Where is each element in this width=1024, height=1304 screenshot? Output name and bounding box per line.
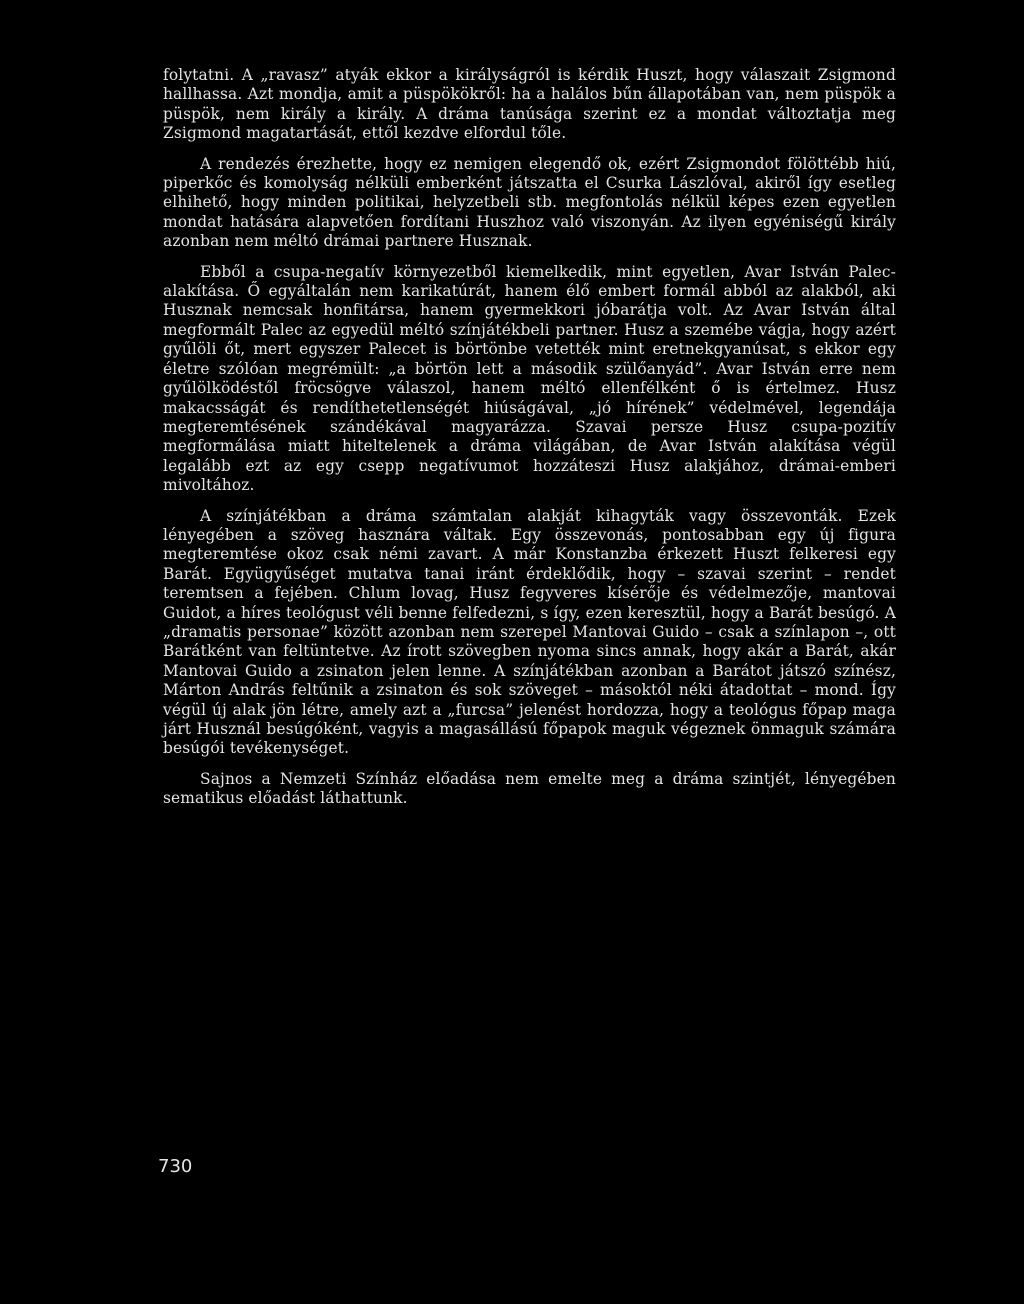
paragraph-2: A rendezés érezhette, hogy ez nemigen elegendő ok, ezért Zsigmondot fölöttébb hiú, piperkőc és komolyság nélküli emberként játszatta el Csurka Lászlóval, akiről így esetleg elhihető, hogy minden politikai, helyzetbeli stb. megfontolás nélkül képes ezen egyetlen mondat hatására alapvetően fordítani Huszhoz való viszonyán. Az ilyen egyéniségű király azonban nem méltó drámai partnere Husznak. xyxy=(163,154,896,251)
paragraph-5: Sajnos a Nemzeti Színház előadása nem emelte meg a dráma szintjét, lényegében sematikus előadást láthattunk. xyxy=(163,769,896,808)
paragraph-4: A színjátékban a dráma számtalan alakját kihagyták vagy összevonták. Ezek lényegében a szöveg hasznára váltak. Egy összevonás, pontosabban egy új figura megteremtése okoz csak némi zavart. A már Konstanzba érkezett Huszt felkeresi egy Barát. Együgyűséget mutatva tanai iránt érdeklődik, hogy – szavai szerint – rendet teremtsen a fejében. Chlum lovag, Husz fegyveres kísérője és védelmezője, mantovai Guidot, a híres teológust véli benne felfedezni, s így, ezen keresztül, hogy a Barát besúgó. A „dramatis personae” között azonban nem szerepel Mantovai Guido – csak a színlapon –, ott Barátként van feltüntetve. Az írott szövegben nyoma sincs annak, hogy akár a Barát, akár Mantovai Guido a zsinaton jelen lenne. A színjátékban azonban a Barátot játszó színész, Márton András feltűnik a zsinaton és sok szöveget – másoktól néki átadottat – mond. Így végül új alak jön létre, amely azt a „furcsa” jelenést hordozza, hogy a teológus főpap maga járt Husznál besúgóként, vagyis a magasállású főpapok maguk végeznek önmaguk számára besúgói tevékenységet. xyxy=(163,506,896,758)
paragraph-3: Ebből a csupa-negatív környezetből kiemelkedik, mint egyetlen, Avar István Palec-alakítása. Ő egyáltalán nem karikatúrát, hanem élő embert formál abból az alakból, aki Husznak nemcsak honfitársa, hanem gyermekkori jóbarátja volt. Az Avar István által megformált Palec az egyedül méltó színjátékbeli partner. Husz a szemébe vágja, hogy azért gyűlöli őt, mert egyszer Palecet is börtönbe vetették mint eretnekgyanúsat, s ekkor egy életre szólóan megrémült: „a börtön lett a második szülőanyád”. Avar István erre nem gyűlölködéstől fröcsögve válaszol, hanem méltó ellenfélként ő is értelmez. Husz makacsságát és rendíthetetlenségét hiúságával, „jó hírének” védelmével, legendája megteremtésének szándékával magyarázza. Szavai persze Husz csupa-pozitív megformálása miatt hiteltelenek a dráma világában, de Avar István alakítása végül legalább ezt az egy csepp negatívumot hozzáteszi Husz alakjához, drámai-emberi mivoltához. xyxy=(163,262,896,495)
paragraph-1: folytatni. A „ravasz” atyák ekkor a királyságról is kérdik Huszt, hogy válaszait Zsigmond hallhassa. Azt mondja, amit a püspökökről: ha a halálos bűn állapotában van, nem püspök a püspök, nem király a király. A dráma tanúsága szerint ez a mondat változtatja meg Zsigmond magatartását, ettől kezdve elfordul tőle. xyxy=(163,66,896,143)
body-text xyxy=(163,66,896,820)
page-number: 730 xyxy=(158,1156,193,1177)
